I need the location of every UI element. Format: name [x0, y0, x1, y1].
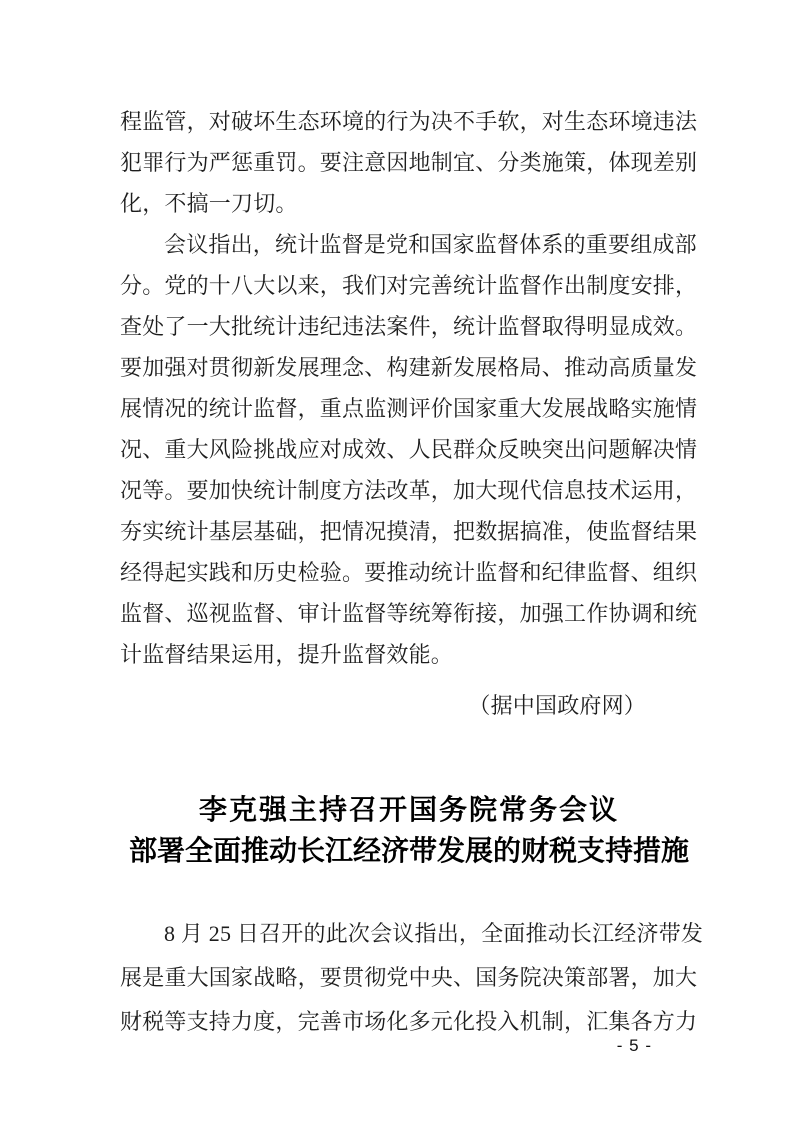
text-line: 化，不搞一刀切。: [120, 191, 298, 216]
next-article-body: [120, 912, 704, 1044]
text-line: 程监管，对破坏生态环境的行为决不手软，对生态环境违法: [120, 109, 698, 134]
text-line: 经得起实践和历史检验。要推动统计监督和纪律监督、组织: [120, 560, 698, 585]
prev-article-body: [120, 101, 698, 675]
text-line: 分。党的十八大以来，我们对完善统计监督作出制度安排，: [120, 273, 698, 298]
text-line: 会议指出，统计监督是党和国家监督体系的重要组成部: [164, 232, 697, 257]
text-line: 部署全面推动长江经济带发展的财税支持措施: [128, 835, 689, 866]
attribution-line: （据中国政府网）: [468, 693, 646, 718]
text-line: 李克强主持召开国务院常务会议: [198, 794, 619, 825]
text-line: 财税等支持力度，完善市场化多元化投入机制，汇集各方力: [120, 1009, 698, 1034]
text-line: 计监督结果运用，提升监督效能。: [120, 642, 454, 667]
text-line: 况等。要加快统计制度方法改革，加大现代信息技术运用，: [120, 478, 698, 503]
text-line: 犯罪行为严惩重罚。要注意因地制宜、分类施策，体现差别: [120, 150, 698, 175]
text-line: 夯实统计基层基础，把情况摸清，把数据搞准，使监督结果: [120, 519, 698, 544]
text-line: 况、重大风险挑战应对成效、人民群众反映突出问题解决情: [120, 437, 698, 462]
text-line: 8 月 25 日召开的此次会议指出，全面推动长江经济带发: [164, 921, 704, 946]
text-line: 监督、巡视监督、审计监督等统筹衔接，加强工作协调和统: [120, 601, 698, 626]
page-body: [120, 101, 704, 1044]
body-paragraph: [120, 912, 704, 1044]
text-line: 展是重大国家战略，要贯彻党中央、国务院决策部署，加大: [120, 965, 698, 990]
next-article-title: [120, 789, 698, 871]
body-paragraph: [120, 224, 698, 675]
body-paragraph: [120, 101, 698, 224]
page-number: - 5 -: [616, 1036, 652, 1055]
text-line: 查处了一大批统计违纪违法案件，统计监督取得明显成效。: [120, 314, 698, 339]
text-line: 要加强对贯彻新发展理念、构建新发展格局、推动高质量发: [120, 355, 698, 380]
text-line: 展情况的统计监督，重点监测评价国家重大发展战略实施情: [120, 396, 698, 421]
